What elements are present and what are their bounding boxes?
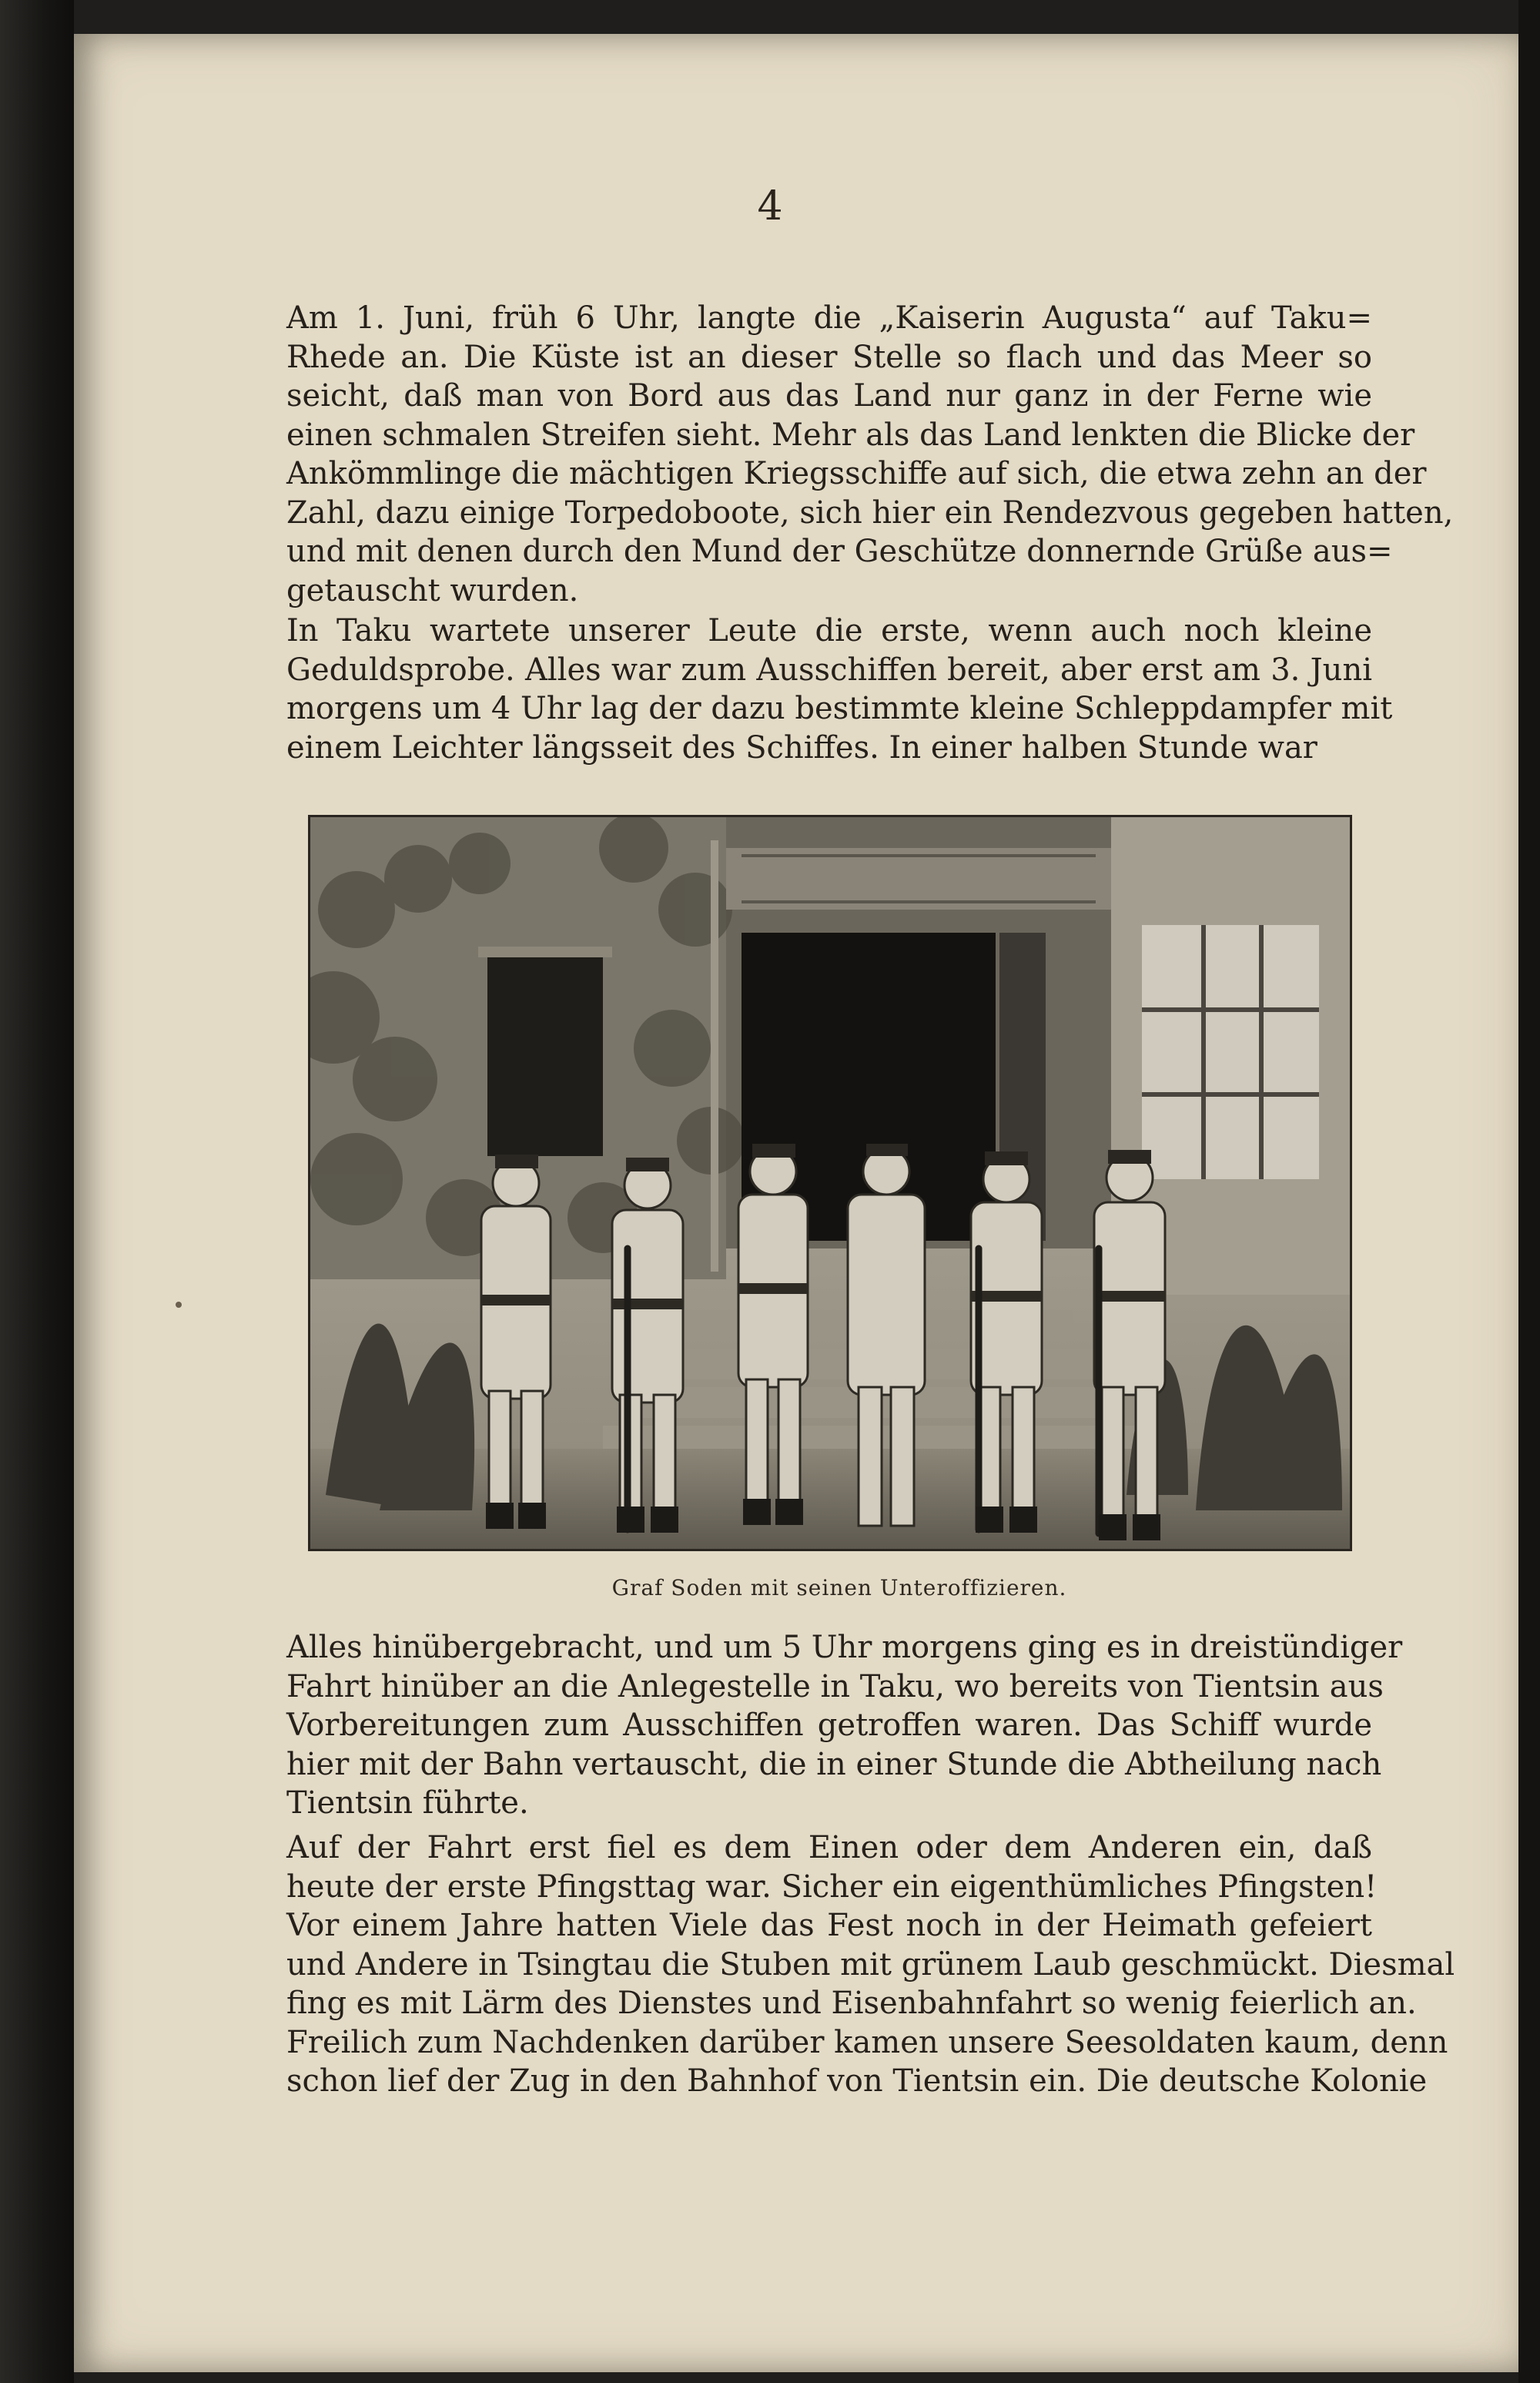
paragraph-transfer-tientsin — [286, 1628, 1403, 1823]
text-line: In Taku wartete unserer Leute die erste, wenn auch noch kleine — [286, 613, 1372, 649]
text-line: Am 1. Juni, früh 6 Uhr, langte die „Kaiserin Augusta“ auf Taku= — [286, 300, 1372, 336]
text-line: fing es mit Lärm des Dienstes und Eisenbahnfahrt so wenig feierlich an. — [286, 1986, 1417, 2021]
text-line: Ankömmlinge die mächtigen Kriegsschiffe auf sich, die etwa zehn an der — [286, 456, 1427, 491]
book-binding — [0, 0, 74, 2383]
text-line: Auf der Fahrt erst fiel es dem Einen oder dem Anderen ein, daß — [286, 1830, 1372, 1865]
text-line: Tientsin führte. — [286, 1785, 529, 1821]
text-line: Rhede an. Die Küste ist an dieser Stelle so flach und das Meer so — [286, 339, 1372, 375]
page-edge-shadow — [1518, 0, 1540, 2383]
text-line: Geduldsprobe. Alles war zum Ausschiffen bereit, aber erst am 3. Juni — [286, 652, 1372, 688]
text-line: heute der erste Pfingsttag war. Sicher ein eigenthümliches Pfingsten! — [286, 1869, 1378, 1905]
group-photograph — [308, 815, 1352, 1551]
text-line: einem Leichter längsseit des Schiffes. In einer halben Stunde war — [286, 729, 1317, 766]
paragraph-pentecost — [286, 1828, 1455, 2101]
figure-caption: Graf Soden mit seinen Unteroffizieren. — [611, 1575, 1067, 1600]
text-line: Vor einem Jahre hatten Viele das Fest noch in der Heimath gefeiert — [286, 1908, 1372, 1943]
text-line: Freilich zum Nachdenken darüber kamen unsere Seesoldaten kaum, denn — [286, 2024, 1448, 2060]
paragraph-taku-waiting — [286, 612, 1393, 767]
paragraph-arrival-taku — [286, 299, 1454, 610]
paper-speck — [176, 1302, 182, 1308]
text-line: Zahl, dazu einige Torpedoboote, sich hier ein Rendezvous gegeben hatten, — [286, 494, 1454, 531]
text-line: Fahrt hinüber an die Anlegestelle in Taku, wo bereits von Tientsin aus — [286, 1668, 1384, 1704]
text-line: Alles hinübergebracht, und um 5 Uhr morgens ging es in dreistündiger — [286, 1630, 1403, 1665]
page-number: 4 — [757, 183, 783, 230]
text-line: seicht, daß man von Bord aus das Land nur ganz in der Ferne wie — [286, 378, 1372, 414]
text-line: getauscht wurden. — [286, 572, 579, 608]
text-line: morgens um 4 Uhr lag der dazu bestimmte kleine Schleppdampfer mit — [286, 691, 1393, 726]
text-line: und Andere in Tsingtau die Stuben mit grünem Laub geschmückt. Diesmal — [286, 1946, 1455, 1982]
text-line: schon lief der Zug in den Bahnhof von Tientsin ein. Die deutsche Kolonie — [286, 2063, 1428, 2099]
text-line: und mit denen durch den Mund der Geschütze donnernde Grüße aus= — [286, 534, 1393, 569]
text-line: einen schmalen Streifen sieht. Mehr als das Land lenkten die Blicke der — [286, 417, 1415, 453]
text-line: Vorbereitungen zum Ausschiffen getroffen waren. Das Schiff wurde — [286, 1708, 1372, 1743]
text-line: hier mit der Bahn vertauscht, die in einer Stunde die Abtheilung nach — [286, 1746, 1382, 1782]
